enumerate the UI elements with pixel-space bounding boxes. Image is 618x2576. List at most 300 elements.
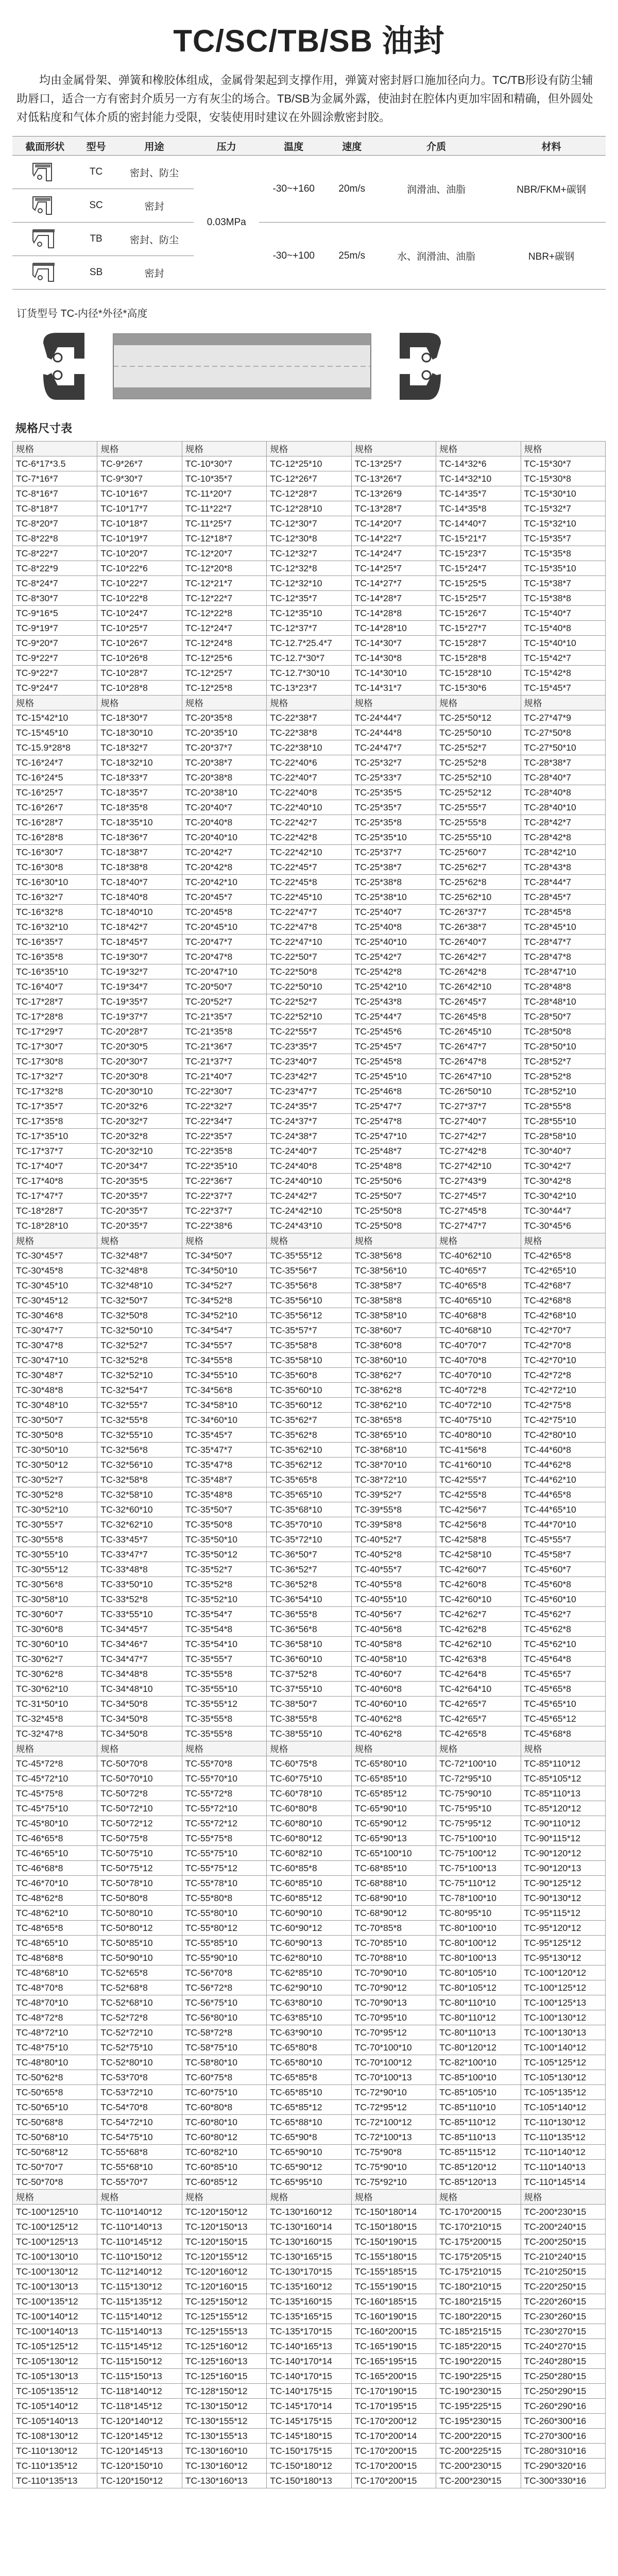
size-cell: TC-25*45*8 [351,1054,436,1069]
size-cell: TC-23*42*7 [267,1069,351,1084]
size-cell: TC-18*35*8 [97,800,182,815]
size-cell: TC-42*60*8 [436,1577,521,1592]
size-row [13,1786,606,1801]
size-row [13,2354,606,2369]
size-cell: TC-32*58*8 [97,1472,182,1487]
size-cell: TC-22*45*10 [267,890,351,905]
size-cell: TC-24*37*7 [267,1114,351,1129]
size-cell: TC-35*55*8 [182,1726,266,1741]
size-cell: TC-44*62*10 [521,1472,605,1487]
size-cell: TC-34*58*10 [182,1398,266,1413]
size-cell: TC-25*55*7 [436,800,521,815]
size-row [13,591,606,606]
size-row [13,666,606,681]
size-row [13,2339,606,2354]
size-cell: TC-100*125*10 [13,2205,97,2219]
size-cell: TC-44*70*10 [521,1517,605,1532]
spec-model: SB [78,256,115,290]
size-cell: TC-30*60*10 [13,1637,97,1652]
size-cell: TC-12*25*8 [182,681,266,696]
size-cell: TC-55*80*8 [182,1891,266,1906]
size-cell: TC-42*68*10 [521,1308,605,1323]
size-cell: TC-54*72*10 [97,2115,182,2130]
size-cell: TC-65*100*10 [351,1846,436,1861]
size-cell: TC-80*100*10 [436,1921,521,1936]
size-cell: TC-105*140*12 [521,2100,605,2115]
size-cell: TC-34*52*7 [182,1278,266,1293]
size-row [13,2175,606,2190]
size-cell: TC-13*25*7 [351,456,436,471]
size-cell: TC-50*62*8 [13,2070,97,2085]
size-cell: TC-68*90*10 [351,1891,436,1906]
spec-model: TC [78,156,115,189]
size-cell: TC-150*175*15 [267,2444,351,2459]
size-row [13,1891,606,1906]
size-cell: TC-55*68*10 [97,2160,182,2175]
size-cell: TC-36*56*8 [267,1622,351,1637]
size-cell: TC-65*90*12 [267,2160,351,2175]
size-cell: TC-20*30*10 [97,1084,182,1099]
size-cell: TC-16*26*7 [13,800,97,815]
size-cell: TC-17*40*8 [13,1174,97,1189]
size-cell: TC-75*90*8 [351,2145,436,2160]
size-cell: TC-19*30*7 [97,950,182,964]
size-cell: TC-55*90*10 [182,1951,266,1965]
size-row [13,1174,606,1189]
size-cell: TC-38*58*10 [351,1308,436,1323]
size-cell: TC-46*65*8 [13,1831,97,1846]
size-cell: TC-50*68*8 [13,2115,97,2130]
size-cell: TC-18*40*8 [97,890,182,905]
size-cell: TC-25*55*10 [436,830,521,845]
seal-drawing [33,325,606,408]
size-cell: TC-110*135*12 [521,2130,605,2145]
size-cell: TC-12*25*10 [267,456,351,471]
seal-cross-section-right [389,328,451,405]
size-cell: TC-15*35*8 [521,546,605,561]
size-cell: TC-8*20*7 [13,516,97,531]
size-cell: TC-16*28*8 [13,830,97,845]
spec-header-cell: 速度 [328,137,375,156]
size-cell: TC-36*50*7 [267,1547,351,1562]
size-cell: TC-68*90*12 [351,1906,436,1921]
size-cell: TC-42*55*8 [436,1487,521,1502]
size-cell: TC-12*32*7 [267,546,351,561]
size-cell: TC-85*120*13 [436,2175,521,2190]
size-cell: TC-68*88*10 [351,1876,436,1891]
size-cell: TC-28*47*8 [521,950,605,964]
size-cell: TC-80*95*10 [436,1906,521,1921]
size-cell: TC-30*45*12 [13,1293,97,1308]
size-cell: TC-10*19*7 [97,531,182,546]
size-cell: TC-24*38*7 [267,1129,351,1144]
size-header-cell: 规格 [521,1233,605,1248]
size-cell: TC-35*52*10 [182,1592,266,1607]
size-cell: TC-27*43*9 [436,1174,521,1189]
size-cell: TC-105*125*12 [13,2339,97,2354]
size-cell: TC-28*58*10 [521,1129,605,1144]
size-cell: TC-27*42*8 [436,1144,521,1159]
size-cell: TC-30*62*8 [13,1667,97,1682]
size-cell: TC-110*150*12 [97,2249,182,2264]
size-cell: TC-125*160*15 [182,2369,266,2384]
size-cell: TC-18*35*7 [97,785,182,800]
size-cell: TC-16*35*10 [13,964,97,979]
size-section-title: 规格尺寸表 [15,422,73,435]
size-cell: TC-35*70*10 [267,1517,351,1532]
size-cell: TC-38*72*10 [351,1472,436,1487]
size-row [13,860,606,875]
size-cell: TC-48*70*10 [13,1995,97,2010]
size-cell: TC-55*80*12 [182,1921,266,1936]
size-cell: TC-40*56*7 [351,1607,436,1622]
size-cell: TC-22*35*7 [182,1129,266,1144]
size-cell: TC-72*100*10 [436,1756,521,1771]
size-header-cell: 规格 [267,1233,351,1248]
size-cell: TC-30*60*7 [13,1607,97,1622]
size-cell: TC-55*68*8 [97,2145,182,2160]
size-cell: TC-170*200*14 [351,2429,436,2444]
size-cell: TC-22*50*10 [267,979,351,994]
size-row [13,531,606,546]
size-cell: TC-40*60*7 [351,1667,436,1682]
size-cell: TC-30*50*12 [13,1458,97,1472]
size-row [13,890,606,905]
size-cell: TC-100*130*13 [521,2025,605,2040]
size-cell: TC-185*220*15 [436,2339,521,2354]
size-cell: TC-55*70*10 [182,1771,266,1786]
size-header-cell: 规格 [97,696,182,710]
size-cell: TC-20*42*7 [182,845,266,860]
size-cell: TC-26*42*8 [436,964,521,979]
size-cell: TC-34*55*8 [182,1353,266,1368]
size-row [13,1697,606,1711]
size-cell: TC-40*62*8 [351,1711,436,1726]
size-cell: TC-35*72*10 [267,1532,351,1547]
size-cell: TC-52*65*8 [97,1965,182,1980]
size-cell: TC-22*52*10 [267,1009,351,1024]
size-cell: TC-55*72*12 [182,1816,266,1831]
size-header-cell: 规格 [351,1233,436,1248]
size-cell: TC-15*40*8 [521,621,605,636]
size-row [13,1965,606,1980]
size-header-cell: 规格 [97,442,182,456]
size-cell: TC-19*34*7 [97,979,182,994]
size-cell: TC-65*80*10 [351,1756,436,1771]
size-cell: TC-56*72*8 [182,1980,266,1995]
size-cell: TC-11*22*7 [182,501,266,516]
size-cell: TC-70*90*10 [351,1965,436,1980]
size-cell: TC-36*55*8 [267,1607,351,1622]
size-cell: TC-52*72*8 [97,2010,182,2025]
size-cell: TC-50*68*10 [13,2130,97,2145]
size-cell: TC-12*24*7 [182,621,266,636]
spec-media: 润滑油、油脂 [375,156,497,223]
size-cell: TC-40*62*8 [351,1726,436,1741]
size-cell: TC-8*16*7 [13,486,97,501]
size-cell: TC-290*320*16 [521,2459,605,2473]
size-cell: TC-25*52*10 [436,770,521,785]
size-cell: TC-10*22*6 [97,561,182,576]
size-row [13,2205,606,2219]
size-row [13,576,606,591]
size-cell: TC-37*52*8 [267,1667,351,1682]
size-cell: TC-42*58*10 [436,1547,521,1562]
size-cell: TC-42*56*8 [436,1517,521,1532]
size-cell: TC-22*42*8 [267,830,351,845]
size-cell: TC-60*90*10 [267,1906,351,1921]
size-cell: TC-20*42*10 [182,875,266,890]
size-cell: TC-120*150*12 [97,2473,182,2488]
size-cell: TC-35*56*8 [267,1278,351,1293]
size-cell: TC-35*56*7 [267,1263,351,1278]
size-cell: TC-32*55*10 [97,1428,182,1443]
size-row [13,2234,606,2249]
size-row [13,1398,606,1413]
size-cell: TC-105*140*12 [13,2399,97,2414]
size-cell: TC-80*120*12 [436,2040,521,2055]
size-cell: TC-35*55*8 [182,1711,266,1726]
size-cell: TC-42*65*8 [436,1726,521,1741]
size-cell: TC-72*90*10 [351,2085,436,2100]
size-cell: TC-60*80*8 [267,1801,351,1816]
size-cell: TC-100*140*12 [13,2309,97,2324]
size-cell: TC-210*250*15 [521,2264,605,2279]
size-row [13,2160,606,2175]
size-cell: TC-48*65*8 [13,1921,97,1936]
size-cell: TC-65*90*10 [267,2145,351,2160]
size-row [13,1876,606,1891]
size-cell: TC-30*47*10 [13,1353,97,1368]
size-cell: TC-10*22*7 [97,576,182,591]
size-cell: TC-16*32*7 [13,890,97,905]
size-cell: TC-34*45*7 [97,1622,182,1637]
size-cell: TC-32*45*8 [13,1711,97,1726]
size-row [13,2145,606,2160]
size-cell: TC-105*135*12 [521,2085,605,2100]
size-cell: TC-110*130*12 [13,2444,97,2459]
size-cell: TC-60*75*8 [267,1756,351,1771]
size-cell: TC-36*60*10 [267,1652,351,1667]
size-cell: TC-9*26*7 [97,456,182,471]
size-cell: TC-45*72*10 [13,1771,97,1786]
size-cell: TC-20*47*8 [182,950,266,964]
size-cell: TC-25*50*7 [351,1189,436,1204]
size-row [13,1293,606,1308]
size-cell: TC-14*20*7 [351,516,436,531]
size-cell: TC-20*35*5 [97,1174,182,1189]
spec-pressure: 0.03MPa [194,156,259,290]
size-row [13,1069,606,1084]
size-cell: TC-15*38*7 [521,576,605,591]
size-cell: TC-55*70*7 [97,2175,182,2190]
size-cell: TC-85*120*12 [521,1801,605,1816]
size-cell: TC-70*88*10 [351,1951,436,1965]
size-cell: TC-35*60*10 [267,1383,351,1398]
size-cell: TC-32*50*7 [97,1293,182,1308]
size-row [13,2100,606,2115]
size-cell: TC-38*68*10 [351,1443,436,1458]
size-cell: TC-35*54*7 [182,1607,266,1622]
size-header-row [13,1741,606,1756]
size-cell: TC-108*130*12 [13,2429,97,2444]
size-cell: TC-75*100*10 [436,1831,521,1846]
size-cell: TC-70*90*13 [351,1995,436,2010]
size-row [13,994,606,1009]
size-cell: TC-165*195*15 [351,2354,436,2369]
size-cell: TC-45*75*10 [13,1801,97,1816]
size-cell: TC-65*88*10 [267,2115,351,2130]
size-cell: TC-40*55*7 [351,1562,436,1577]
size-row [13,1009,606,1024]
size-cell: TC-12*20*8 [182,561,266,576]
size-cell: TC-42*60*10 [436,1592,521,1607]
size-cell: TC-20*52*7 [182,994,266,1009]
size-cell: TC-200*230*15 [436,2473,521,2488]
size-cell: TC-34*60*10 [182,1413,266,1428]
size-cell: TC-17*29*7 [13,1024,97,1039]
size-cell: TC-25*48*8 [351,1159,436,1174]
size-cell: TC-90*115*12 [521,1831,605,1846]
size-cell: TC-22*37*7 [182,1204,266,1218]
size-cell: TC-230*270*15 [521,2324,605,2339]
size-cell: TC-35*62*7 [267,1413,351,1428]
size-row [13,740,606,755]
size-cell: TC-25*47*7 [351,1099,436,1114]
size-cell: TC-15*28*8 [436,651,521,666]
size-cell: TC-42*62*10 [436,1637,521,1652]
size-cell: TC-85*105*10 [436,2085,521,2100]
size-cell: TC-160*185*15 [351,2294,436,2309]
size-cell: TC-28*50*8 [521,1024,605,1039]
size-header-cell: 规格 [436,696,521,710]
size-cell: TC-200*240*15 [521,2219,605,2234]
size-cell: TC-28*45*8 [521,905,605,920]
size-cell: TC-300*330*16 [521,2473,605,2488]
size-row [13,1607,606,1622]
size-header-cell: 规格 [182,442,266,456]
size-cell: TC-35*54*8 [182,1622,266,1637]
size-cell: TC-18*32*7 [97,740,182,755]
size-cell: TC-15*24*7 [436,561,521,576]
size-cell: TC-100*125*12 [521,1980,605,1995]
size-cell: TC-250*290*15 [521,2384,605,2399]
size-cell: TC-65*85*10 [267,2085,351,2100]
size-row [13,1472,606,1487]
size-cell: TC-115*150*12 [97,2354,182,2369]
size-cell: TC-12*30*8 [267,531,351,546]
size-cell: TC-20*30*8 [97,1069,182,1084]
size-cell: TC-35*55*12 [267,1248,351,1263]
size-cell: TC-18*28*7 [13,1204,97,1218]
size-cell: TC-85*115*12 [436,2145,521,2160]
size-cell: TC-24*43*10 [267,1218,351,1233]
spec-header-cell: 材料 [497,137,606,156]
size-cell: TC-24*47*7 [351,740,436,755]
size-cell: TC-14*35*7 [436,486,521,501]
size-cell: TC-30*60*8 [13,1622,97,1637]
size-cell: TC-60*75*10 [267,1771,351,1786]
size-cell: TC-38*55*8 [267,1711,351,1726]
size-cell: TC-42*62*8 [436,1622,521,1637]
size-header-cell: 规格 [521,442,605,456]
size-row [13,456,606,471]
size-cell: TC-34*47*7 [97,1652,182,1667]
size-cell: TC-30*47*7 [13,1323,97,1338]
size-cell: TC-50*70*8 [97,1756,182,1771]
size-row [13,1189,606,1204]
size-cell: TC-50*72*12 [97,1816,182,1831]
size-cell: TC-30*45*10 [13,1278,97,1293]
size-cell: TC-8*22*7 [13,546,97,561]
size-cell: TC-34*46*7 [97,1637,182,1652]
size-cell: TC-26*47*7 [436,1039,521,1054]
size-cell: TC-16*30*7 [13,845,97,860]
size-cell: TC-45*65*8 [521,1682,605,1697]
size-cell: TC-21*36*7 [182,1039,266,1054]
size-cell: TC-22*47*8 [267,920,351,935]
size-cell: TC-38*62*7 [351,1368,436,1383]
size-cell: TC-12*20*7 [182,546,266,561]
size-cell: TC-125*160*12 [182,2339,266,2354]
size-header-cell: 规格 [13,442,97,456]
size-cell: TC-23*47*7 [267,1084,351,1099]
size-cell: TC-25*50*8 [351,1218,436,1233]
size-cell: TC-8*22*9 [13,561,97,576]
size-cell: TC-130*170*15 [267,2264,351,2279]
size-cell: TC-180*215*15 [436,2294,521,2309]
size-row [13,1771,606,1786]
size-cell: TC-12*22*7 [182,591,266,606]
size-cell: TC-185*215*15 [436,2324,521,2339]
size-row [13,1622,606,1637]
size-cell: TC-35*62*8 [267,1428,351,1443]
size-header-cell: 规格 [521,696,605,710]
size-cell: TC-9*24*7 [13,681,97,696]
size-row [13,1816,606,1831]
spec-model: TB [78,223,115,256]
size-cell: TC-25*40*8 [351,920,436,935]
size-cell: TC-56*75*10 [182,1995,266,2010]
size-cell: TC-65*90*10 [351,1801,436,1816]
size-cell: TC-42*68*7 [521,1278,605,1293]
spec-header-cell: 介质 [375,137,497,156]
size-cell: TC-18*38*7 [97,845,182,860]
size-row [13,1532,606,1547]
size-cell: TC-36*54*10 [267,1592,351,1607]
size-cell: TC-170*200*15 [351,2473,436,2488]
size-cell: TC-30*55*8 [13,1532,97,1547]
size-cell: TC-140*165*13 [267,2339,351,2354]
size-header-cell: 规格 [351,696,436,710]
size-cell: TC-22*50*7 [267,950,351,964]
size-cell: TC-32*52*8 [97,1353,182,1368]
size-cell: TC-28*44*7 [521,875,605,890]
size-cell: TC-170*200*15 [351,2444,436,2459]
size-row [13,2384,606,2399]
size-cell: TC-16*24*7 [13,755,97,770]
size-cell: TC-30*42*7 [521,1159,605,1174]
size-cell: TC-25*62*7 [436,860,521,875]
size-cell: TC-13*28*7 [351,501,436,516]
size-row [13,2369,606,2384]
size-cell: TC-120*145*13 [97,2444,182,2459]
size-cell: TC-16*28*7 [13,815,97,830]
size-cell: TC-22*45*8 [267,875,351,890]
size-cell: TC-75*90*10 [436,1786,521,1801]
size-cell: TC-27*45*7 [436,1189,521,1204]
size-header-cell: 规格 [521,2190,605,2205]
